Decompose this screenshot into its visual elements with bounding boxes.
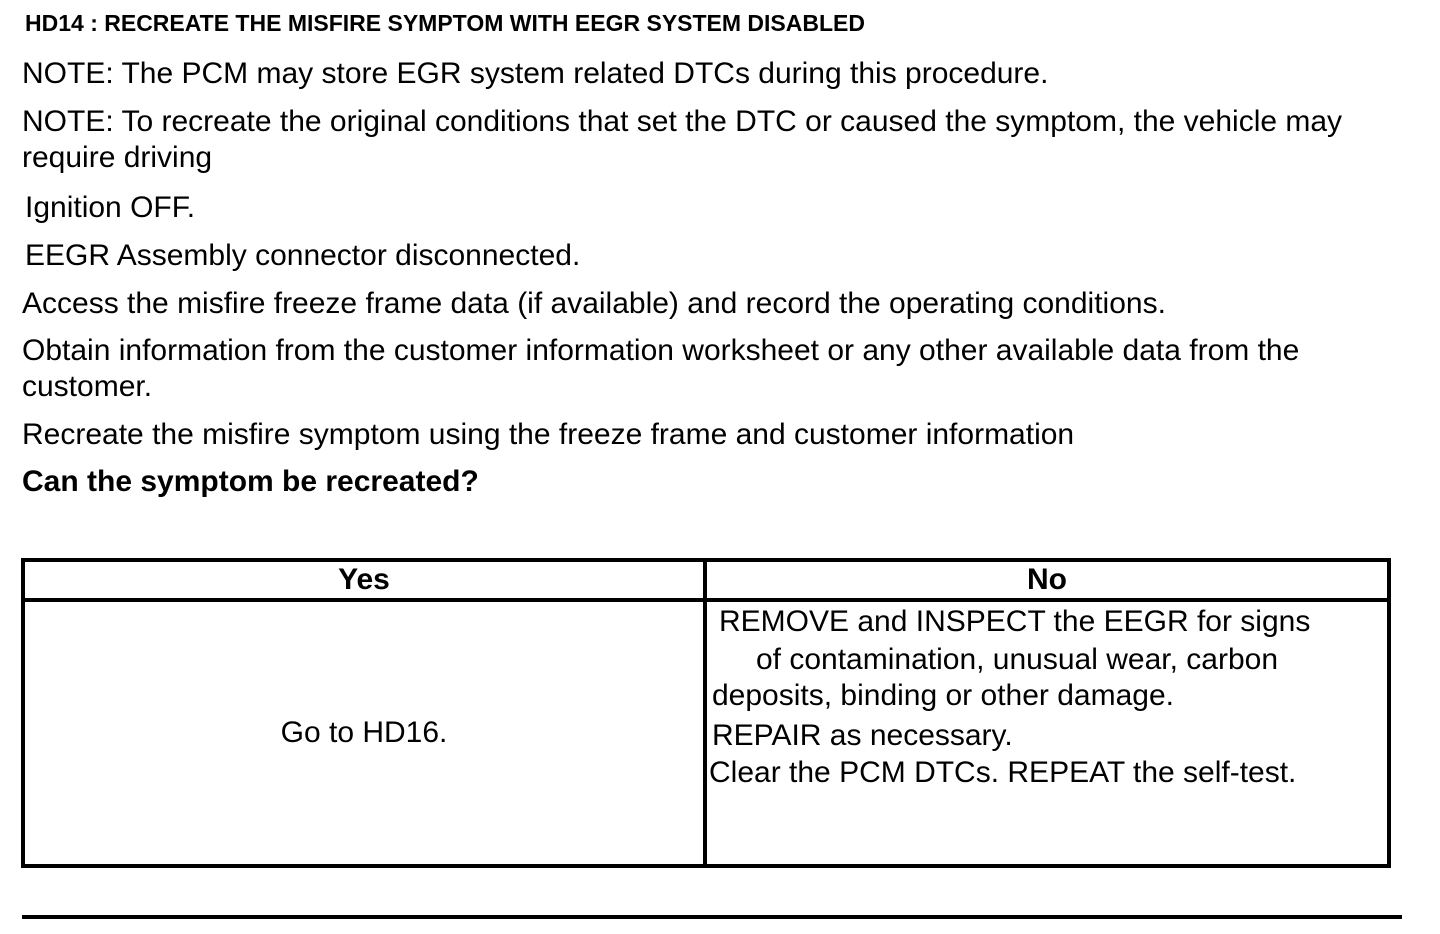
- yes-action-text: Go to HD16.: [280, 716, 448, 749]
- step-ignition-off: Ignition OFF.: [25, 191, 196, 224]
- no-action-line: REMOVE and INSPECT the EEGR for signs: [719, 605, 1311, 638]
- step-recreate-symptom: Recreate the misfire symptom using the freeze frame and customer information: [22, 418, 1075, 451]
- step-eegr-disconnected: EEGR Assembly connector disconnected.: [25, 239, 581, 272]
- no-action-line: REPAIR as necessary.: [712, 719, 1013, 752]
- header-yes: Yes: [23, 560, 705, 600]
- step-customer-info: Obtain information from the customer information worksheet or any other available data from the customer.: [22, 334, 1300, 403]
- no-action-line: Clear the PCM DTCs. REPEAT the self-test.: [709, 756, 1297, 789]
- step-title: HD14 : RECREATE THE MISFIRE SYMPTOM WITH EEGR SYSTEM DISABLED: [25, 10, 865, 36]
- question-text: Can the symptom be recreated?: [22, 465, 479, 498]
- step-freeze-frame: Access the misfire freeze frame data (if available) and record the operating conditions.: [22, 287, 1166, 320]
- yes-action-cell: [23, 600, 705, 866]
- note-pcm-dtcs: NOTE: The PCM may store EGR system related DTCs during this procedure.: [22, 57, 1049, 90]
- header-no: No: [705, 560, 1389, 600]
- note-driving: NOTE: To recreate the original conditions that set the DTC or caused the symptom, the vehicle may require driving: [22, 105, 1343, 174]
- answer-table: [21, 558, 1391, 868]
- no-action-cell: [705, 600, 1389, 866]
- no-action-line: of contamination, unusual wear, carbon: [756, 643, 1278, 676]
- bottom-rule: [22, 915, 1402, 919]
- no-action-line: deposits, binding or other damage.: [712, 679, 1174, 712]
